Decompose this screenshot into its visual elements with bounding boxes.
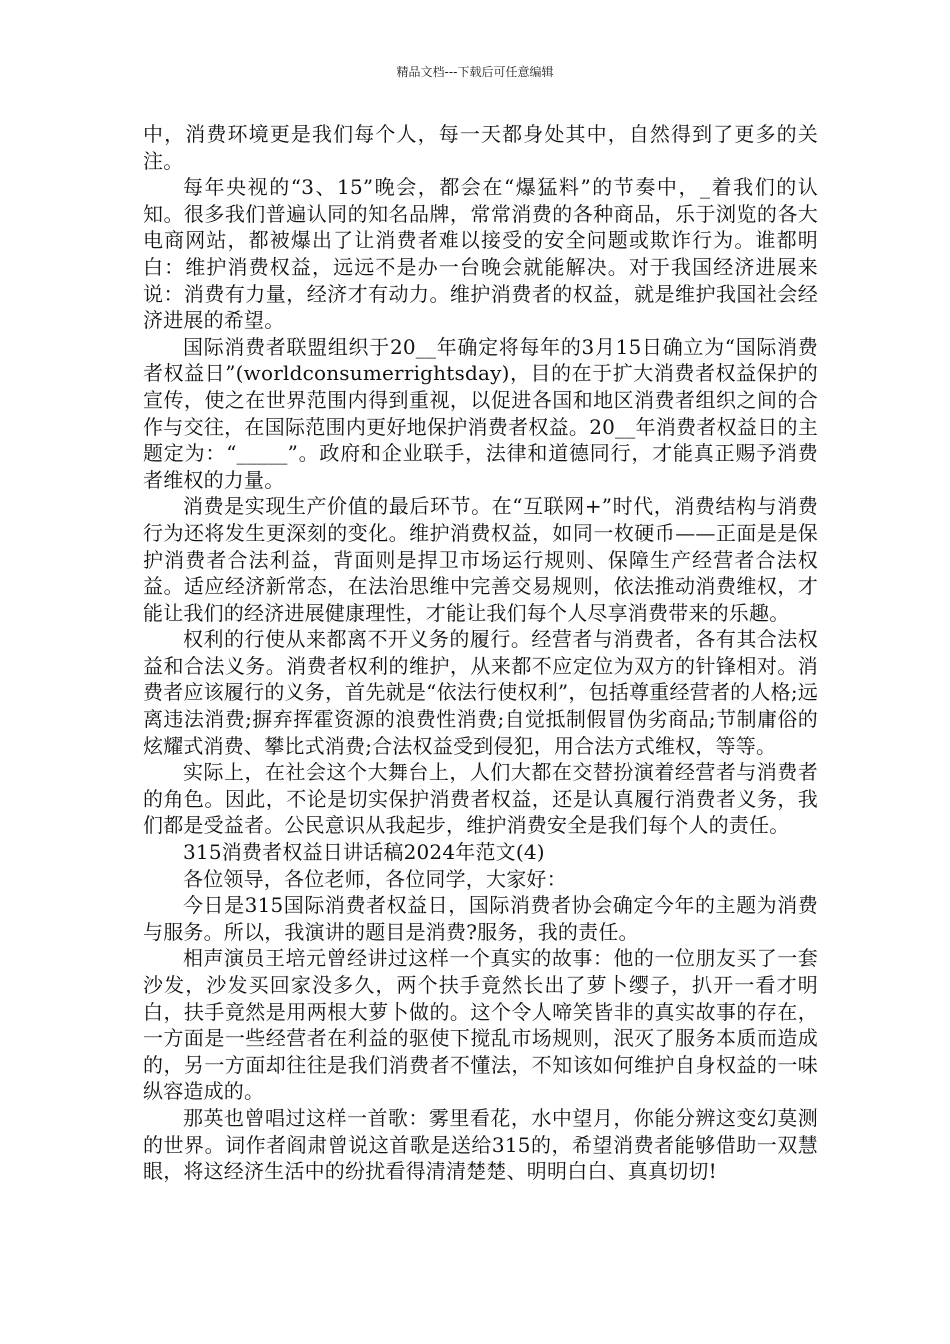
section-title: 315消费者权益日讲话稿2024年范文(4)	[183, 840, 545, 865]
paragraph-continuation: 中，消费环境更是我们每个人，每一天都身处其中，自然得到了更多的关注。	[143, 122, 818, 173]
document-body	[143, 121, 818, 1185]
paragraph-greeting: 各位领导，各位老师，各位同学，大家好：	[183, 866, 567, 891]
paragraph-sofa-story: 相声演员王培元曾经讲过这样一个真实的故事：他的一位朋友买了一套沙发，沙发买回家没多久，两个扶手竟然长出了萝卜缨子，扒开一看才明白，扶手竟然是用两根大萝卜做的。这个令人啼笑皆非的真实故事的存在，一方面是一些经营者在利益的驱使下搅乱市场规则，泯灭了服务本质而造成的，另一方面却往往是我们消费者不懂法，不知该如何维护自身权益的一味纵容造成的。	[143, 946, 818, 1104]
paragraph-consumer-rights-day: 国际消费者联盟组织于20__年确定将每年的3月15日确立为“国际消费者权益日”(worldconsumerrightsday)，目的在于扩大消费者权益保护的宣传，使之在世界范围内得到重视，以促进各国和地区消费者组织之间的合作与交往，在国际范围内更好地保护消费者权益。20__年消费者权益日的主题定为：“_____”。政府和企业联手，法律和道德同行，才能真正赐予消费者维权的力量。	[143, 334, 818, 492]
paragraph-rights-obligations: 权利的行使从来都离不开义务的履行。经营者与消费者，各有其合法权益和合法义务。消费者权利的维护，从来都不应定位为双方的针锋相对。消费者应该履行的义务，首先就是“依法行使权利”，包括尊重经营者的人格;远离违法消费;摒弃挥霍资源的浪费性消费;自觉抵制假冒伪劣商品;节制庸俗的炫耀式消费、攀比式消费;合法权益受到侵犯，用合法方式维权，等等。	[143, 627, 818, 758]
paragraph-315-gala: 每年央视的“3、15”晚会，都会在“爆猛料”的节奏中，_着我们的认知。很多我们普遍认同的知名品牌，常常消费的各种商品，乐于浏览的各大电商网站，都被爆出了让消费者难以接受的安全问题或欺诈行为。谁都明白：维护消费权益，远远不是办一台晚会就能解决。对于我国经济进展来说：消费有力量，经济才有动力。维护消费者的权益，就是维护我国社会经济进展的希望。	[143, 175, 818, 333]
paragraph-song: 那英也曾唱过这样一首歌：雾里看花，水中望月，你能分辨这变幻莫测的世界。词作者阎肃曾说这首歌是送给315的，希望消费者能够借助一双慧眼，将这经济生活中的纷扰看得清清楚楚、明明白白、真真切切!	[143, 1105, 818, 1184]
page-header: 精品文档---下载后可任意编辑	[396, 65, 554, 79]
paragraph-social-stage: 实际上，在社会这个大舞台上，人们大都在交替扮演着经营者与消费者的角色。因此，不论是切实保护消费者权益，还是认真履行消费者义务，我们都是受益者。公民意识从我起步，维护消费安全是我们每个人的责任。	[143, 760, 818, 838]
paragraph-consumption-value: 消费是实现生产价值的最后环节。在“互联网+”时代，消费结构与消费行为还将发生更深刻的变化。维护消费权益，如同一枚硬币——正面是是保护消费者合法利益，背面则是捍卫市场运行规则、保障生产经营者合法权益。适应经济新常态，在法治思维中完善交易规则，依法推动消费维权，才能让我们的经济进展健康理性，才能让我们每个人尽享消费带来的乐趣。	[143, 494, 818, 625]
paragraph-theme: 今日是315国际消费者权益日，国际消费者协会确定今年的主题为消费与服务。所以，我演讲的题目是消费?服务，我的责任。	[143, 893, 818, 944]
